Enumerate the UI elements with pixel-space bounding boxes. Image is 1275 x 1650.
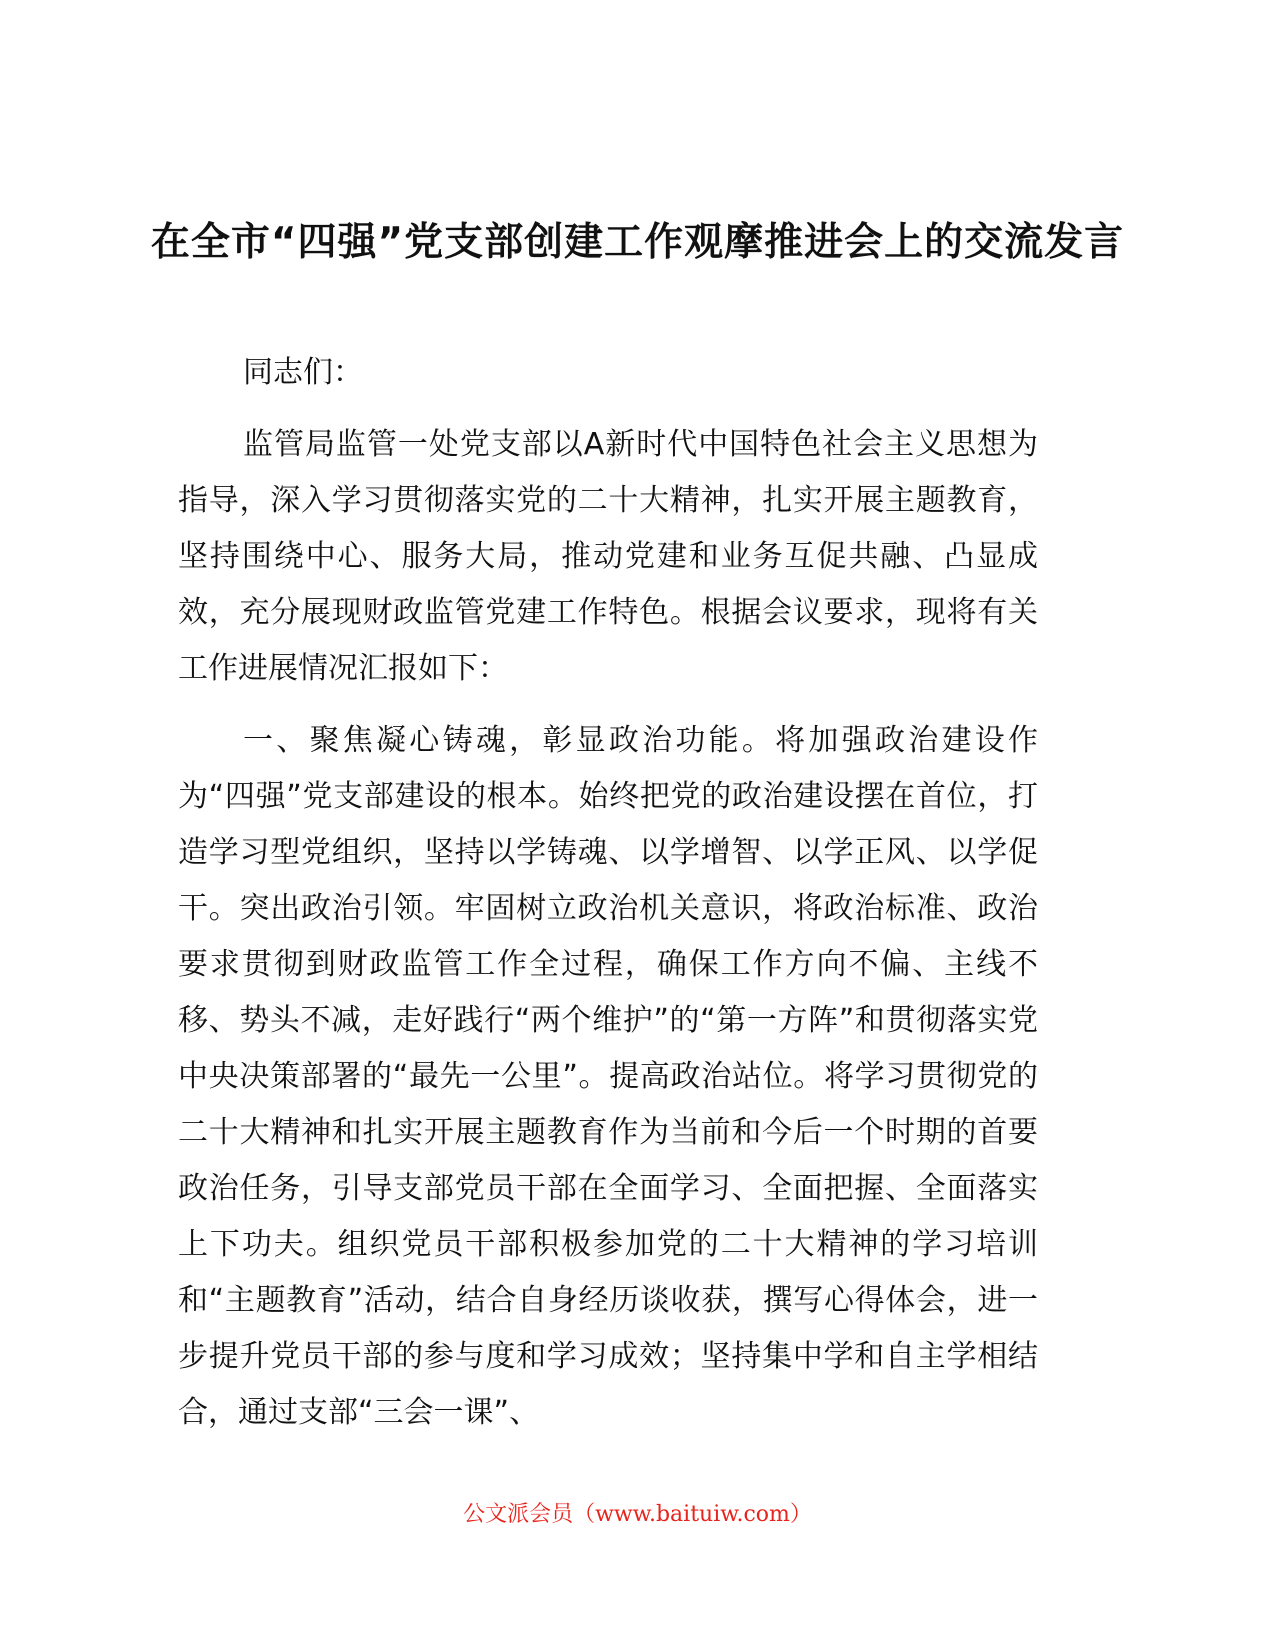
paragraph-intro: 监管局监管一处党支部以A新时代中国特色社会主义思想为指导，深入学习贯彻落实党的二十大精神，扎实开展主题教育，坚持围绕中心、服务大局，推动党建和业务互促共融、凸显成效，充分展现财政监管党建工作特色。根据会议要求，现将有关工作进展情况汇报如下：	[178, 427, 1038, 686]
greeting: 同志们：	[243, 355, 363, 390]
paragraph-section-one: 一、聚焦凝心铸魂，彰显政治功能。将加强政治建设作为“四强”党支部建设的根本。始终把党的政治建设摆在首位，打造学习型党组织，坚持以学铸魂、以学增智、以学正风、以学促干。突出政治引领。牢固树立政治机关意识，将政治标准、政治要求贯彻到财政监管工作全过程，确保工作方向不偏、主线不移、势头不减，走好践行“两个维护”的“第一方阵”和贯彻落实党中央决策部署的“最先一公里”。提高政治站位。将学习贯彻党的二十大精神和扎实开展主题教育作为当前和今后一个时期的首要政治任务，引导支部党员干部在全面学习、全面把握、全面落实上下功夫。组织党员干部积极参加党的二十大精神的学习培训和“主题教育”活动，结合自身经历谈收获，撰写心得体会，进一步提升党员干部的参与度和学习成效；坚持集中学和自主学相结合，通过支部“三会一课”、	[178, 723, 1038, 1430]
document-body	[178, 345, 1038, 1457]
footer-watermark: 公文派会员（www.baituiw.com）	[463, 1502, 812, 1527]
document-title: 在全市“四强”党支部创建工作观摩推进会上的交流发言	[150, 220, 1125, 265]
